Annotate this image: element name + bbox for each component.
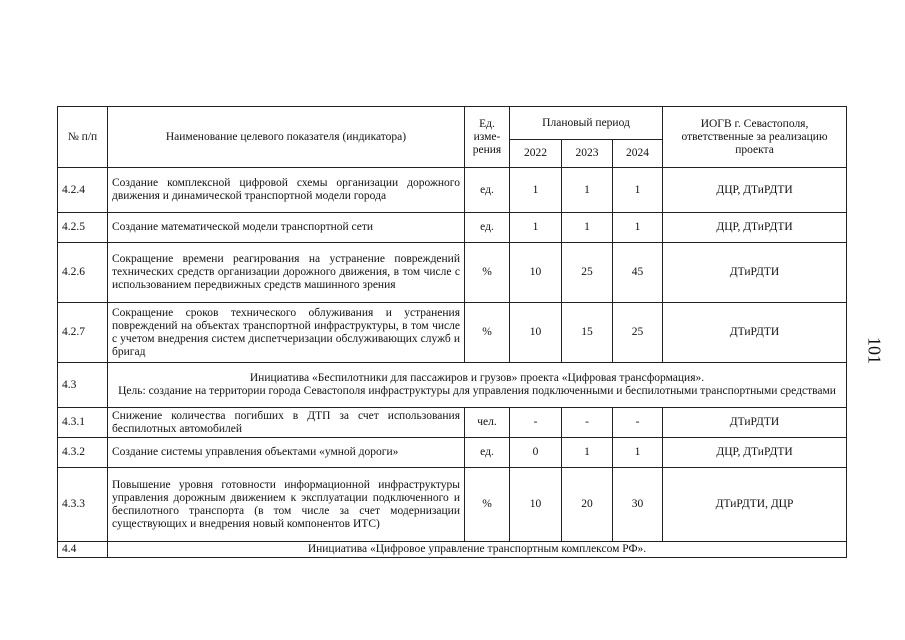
row-unit: ед. — [465, 168, 510, 213]
row-value-2023: 1 — [562, 168, 613, 213]
col-header-plan: Плановый период — [510, 107, 663, 140]
row-unit: % — [465, 303, 510, 363]
header-row — [58, 107, 847, 140]
row-num: 4.3.1 — [58, 408, 108, 438]
row-num: 4.2.5 — [58, 213, 108, 243]
table-row — [58, 303, 847, 363]
page-number: 101 — [864, 337, 885, 364]
table-row — [58, 243, 847, 303]
table-row — [58, 213, 847, 243]
initiative-num: 4.3 — [58, 363, 108, 408]
row-value-2023: 1 — [562, 213, 613, 243]
row-num: 4.3.2 — [58, 438, 108, 468]
row-responsible: ДЦР, ДТиРДТИ — [663, 438, 847, 468]
initiative-text — [108, 363, 847, 408]
row-unit: % — [465, 468, 510, 542]
row-unit: ед. — [465, 438, 510, 468]
row-unit: чел. — [465, 408, 510, 438]
initiative-row — [58, 542, 847, 558]
row-responsible: ДЦР, ДТиРДТИ — [663, 213, 847, 243]
indicators-table — [57, 106, 847, 558]
row-value-2024: 1 — [613, 438, 663, 468]
row-value-2023: 15 — [562, 303, 613, 363]
row-responsible: ДТиРДТИ, ДЦР — [663, 468, 847, 542]
table-row — [58, 168, 847, 213]
row-value-2023: 25 — [562, 243, 613, 303]
row-unit: % — [465, 243, 510, 303]
row-value-2024: 1 — [613, 213, 663, 243]
row-name: Создание системы управления объектами «умной дороги» — [108, 438, 465, 468]
row-value-2024: - — [613, 408, 663, 438]
row-name: Сокращение времени реагирования на устранение повреждений технических средств организации дорожного движения, в том числе с использованием передвижных средств машинного зрения — [108, 243, 465, 303]
initiative-title: Инициатива «Беспилотники для пассажиров и грузов» проекта «Цифровая трансформация». — [249, 372, 705, 384]
row-value-2022: 10 — [510, 243, 562, 303]
row-name: Снижение количества погибших в ДТП за счет использования беспилотных автомобилей — [108, 408, 465, 438]
initiative-num: 4.4 — [58, 542, 108, 558]
table-row — [58, 438, 847, 468]
row-value-2022: - — [510, 408, 562, 438]
col-header-num: № п/п — [58, 107, 108, 168]
row-name: Сокращение сроков технического облуживания и устранения повреждений на объектах транспортной инфраструктуры, в том числе с учетом внедрения систем диспетчеризации обслуживающих служб и бригад — [108, 303, 465, 363]
row-value-2023: 1 — [562, 438, 613, 468]
row-num: 4.2.7 — [58, 303, 108, 363]
row-name: Повышение уровня готовности информационной инфраструктуры управления дорожным движением к эксплуатации подключенного и беспилотного транспорта (в том числе за счет модернизации существующих и внедрения новый компонентов ИТС) — [108, 468, 465, 542]
year-2024: 2024 — [613, 140, 663, 168]
col-header-responsible: ИОГВ г. Севастополя, ответственные за реализацию проекта — [663, 107, 847, 168]
row-num: 4.3.3 — [58, 468, 108, 542]
table-row — [58, 408, 847, 438]
row-responsible: ДТиРДТИ — [663, 303, 847, 363]
row-value-2022: 0 — [510, 438, 562, 468]
row-value-2022: 10 — [510, 468, 562, 542]
row-name: Создание комплексной цифровой схемы организации дорожного движения и динамической транспортной модели города — [108, 168, 465, 213]
row-value-2024: 45 — [613, 243, 663, 303]
table-row — [58, 468, 847, 542]
row-responsible: ДТиРДТИ — [663, 243, 847, 303]
year-2023: 2023 — [562, 140, 613, 168]
row-value-2023: 20 — [562, 468, 613, 542]
row-value-2024: 25 — [613, 303, 663, 363]
row-responsible: ДЦР, ДТиРДТИ — [663, 168, 847, 213]
row-value-2024: 1 — [613, 168, 663, 213]
row-value-2022: 1 — [510, 213, 562, 243]
initiative-row — [58, 363, 847, 408]
initiative-goal: Цель: создание на территории города Севастополя инфраструктуры для управления подключенными и беспилотными транспортными средствами — [118, 385, 836, 397]
col-header-name: Наименование целевого показателя (индикатора) — [108, 107, 465, 168]
row-value-2022: 1 — [510, 168, 562, 213]
row-value-2022: 10 — [510, 303, 562, 363]
row-responsible: ДТиРДТИ — [663, 408, 847, 438]
row-num: 4.2.4 — [58, 168, 108, 213]
row-num: 4.2.6 — [58, 243, 108, 303]
col-header-unit: Ед. изме-рения — [465, 107, 510, 168]
row-value-2024: 30 — [613, 468, 663, 542]
row-unit: ед. — [465, 213, 510, 243]
year-2022: 2022 — [510, 140, 562, 168]
initiative-text: Инициатива «Цифровое управление транспортным комплексом РФ». — [108, 542, 847, 558]
row-name: Создание математической модели транспортной сети — [108, 213, 465, 243]
row-value-2023: - — [562, 408, 613, 438]
